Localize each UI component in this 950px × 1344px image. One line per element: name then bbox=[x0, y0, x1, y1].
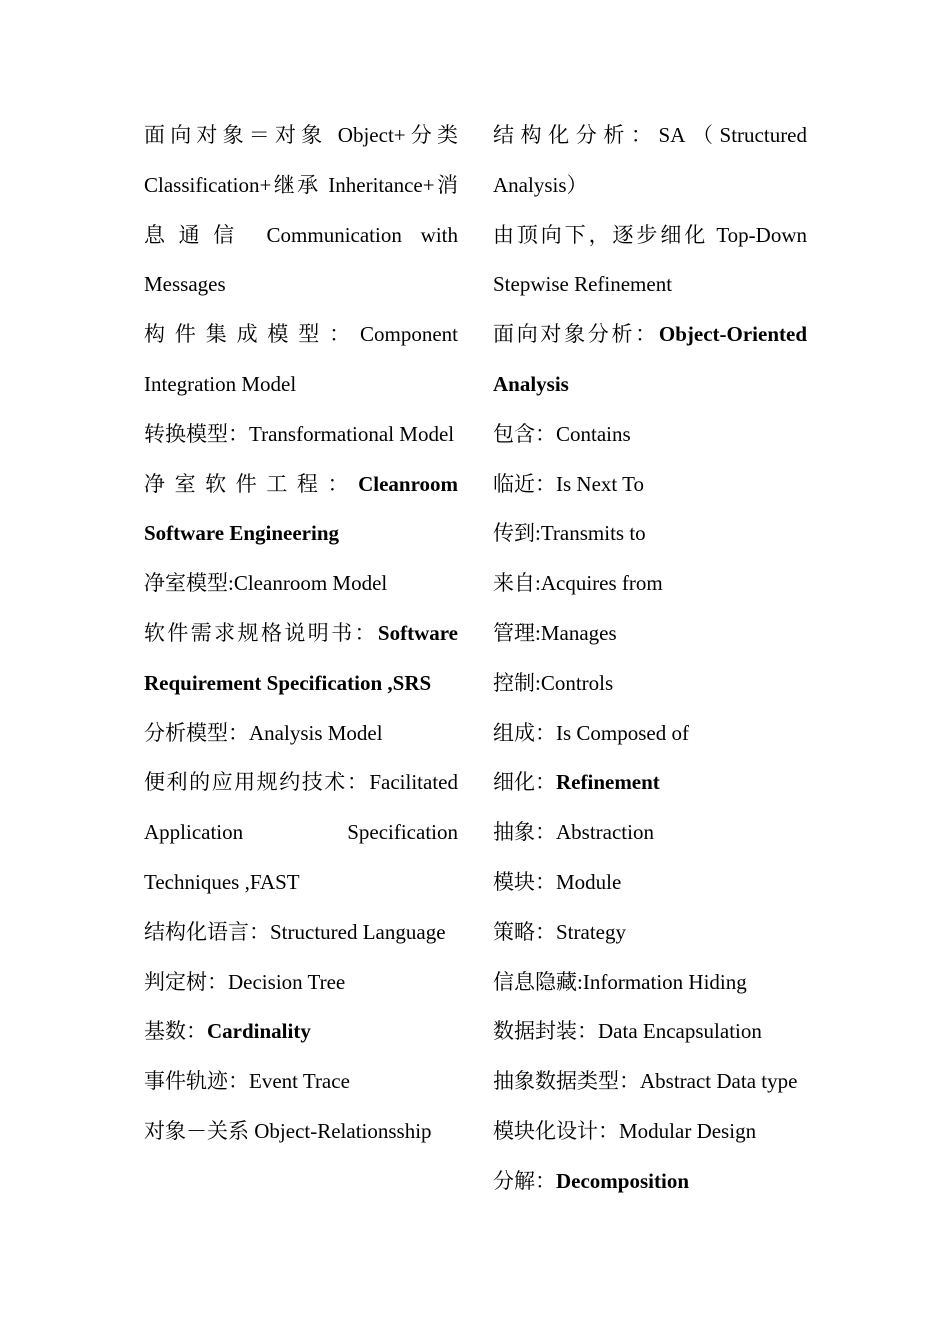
term-chinese: 控制: bbox=[493, 670, 541, 695]
term-chinese: 数据封装： bbox=[493, 1019, 598, 1044]
term-chinese: 信息隐藏: bbox=[493, 969, 583, 994]
term-english: Cardinality bbox=[207, 1019, 311, 1044]
term-english: Top-Down Stepwise Refinement bbox=[493, 222, 807, 297]
term-english: Event Trace bbox=[249, 1069, 350, 1094]
term-english: Object+分类Classification+继承 Inheritance+消息通信 Communication with Messages bbox=[144, 123, 459, 297]
term-english: Information Hiding bbox=[582, 969, 747, 994]
right-term-entry bbox=[493, 758, 807, 808]
term-chinese: 细化： bbox=[493, 770, 556, 795]
term-english: Facilitated Application Specification Techniques ,FAST bbox=[144, 770, 458, 894]
left-term-entry bbox=[144, 758, 458, 907]
left-term-entry bbox=[144, 460, 458, 560]
term-chinese: 抽象数据类型： bbox=[493, 1069, 640, 1094]
term-english: Decomposition bbox=[556, 1168, 689, 1193]
term-english: SA（Structured Analysis） bbox=[493, 123, 808, 197]
term-english: Cleanroom Model bbox=[233, 571, 388, 596]
right-column bbox=[493, 111, 807, 1207]
right-term-entry bbox=[493, 310, 807, 410]
term-english: Acquires from bbox=[540, 571, 663, 596]
left-term-entry bbox=[144, 111, 458, 310]
left-term-entry bbox=[144, 1057, 458, 1107]
term-chinese: 事件轨迹： bbox=[144, 1069, 249, 1094]
term-chinese: 策略： bbox=[493, 919, 556, 944]
left-term-entry bbox=[144, 1107, 458, 1157]
term-english: Refinement bbox=[556, 770, 660, 795]
term-chinese: 判定树： bbox=[144, 969, 228, 994]
term-chinese: 转换模型： bbox=[144, 421, 249, 446]
left-term-entry bbox=[144, 410, 458, 460]
term-chinese: 结构化语言： bbox=[144, 919, 270, 944]
term-chinese: 结构化分析： bbox=[493, 123, 659, 147]
term-chinese: 分解： bbox=[493, 1168, 556, 1193]
right-term-entry bbox=[493, 1057, 807, 1107]
left-term-entry bbox=[144, 1007, 458, 1057]
term-chinese: 分析模型： bbox=[144, 720, 249, 745]
term-chinese: 抽象： bbox=[493, 820, 556, 845]
left-term-entry bbox=[144, 709, 458, 759]
term-english: Is Next To bbox=[556, 471, 644, 496]
term-chinese: 模块化设计： bbox=[493, 1118, 619, 1143]
left-term-entry bbox=[144, 559, 458, 609]
term-english: Decision Tree bbox=[228, 969, 346, 994]
term-chinese: 面向对象＝对象 bbox=[144, 123, 338, 147]
term-english: Cleanroom Software Engineering bbox=[144, 471, 458, 546]
term-chinese: 传到: bbox=[493, 521, 541, 546]
right-term-entry bbox=[493, 509, 807, 559]
term-english: Abstract Data type bbox=[640, 1069, 798, 1094]
left-column bbox=[144, 111, 458, 1157]
term-english: Controls bbox=[540, 670, 614, 695]
term-chinese: 净室软件工程： bbox=[144, 471, 359, 496]
right-term-entry bbox=[493, 1107, 807, 1157]
right-term-entry bbox=[493, 111, 807, 211]
term-english: Transformational Model bbox=[249, 421, 455, 446]
right-term-entry bbox=[493, 908, 807, 958]
term-english: Modular Design bbox=[619, 1118, 757, 1143]
term-chinese: 由顶向下，逐步细化 bbox=[493, 222, 717, 247]
term-english: Strategy bbox=[556, 919, 626, 944]
term-chinese: 便利的应用规约技术： bbox=[144, 770, 370, 795]
left-term-entry bbox=[144, 609, 458, 709]
term-english: Object-Oriented Analysis bbox=[493, 322, 807, 396]
left-term-entry bbox=[144, 310, 458, 410]
right-term-entry bbox=[493, 559, 807, 609]
term-english: Component Integration Model bbox=[144, 322, 458, 396]
term-english: Module bbox=[556, 869, 622, 894]
term-english: Abstraction bbox=[556, 820, 654, 845]
right-term-entry bbox=[493, 410, 807, 460]
term-chinese: 模块： bbox=[493, 869, 556, 894]
term-chinese: 管理: bbox=[493, 620, 541, 645]
term-english: Analysis Model bbox=[249, 720, 383, 745]
term-english: Contains bbox=[556, 421, 631, 446]
term-english: Structured Language bbox=[270, 919, 446, 944]
term-english: Software Requirement Specification ,SRS bbox=[144, 620, 458, 695]
term-chinese: 组成： bbox=[493, 720, 556, 745]
term-english: Is Composed of bbox=[556, 720, 689, 745]
right-term-entry bbox=[493, 1157, 807, 1207]
term-chinese: 包含： bbox=[493, 421, 556, 446]
term-chinese: 构件集成模型： bbox=[144, 322, 360, 347]
right-term-entry bbox=[493, 808, 807, 858]
term-chinese: 临近： bbox=[493, 471, 556, 496]
term-chinese: 来自: bbox=[493, 571, 541, 596]
term-chinese: 对象－关系 bbox=[144, 1118, 255, 1143]
right-term-entry bbox=[493, 858, 807, 908]
left-term-entry bbox=[144, 958, 458, 1008]
term-chinese: 基数： bbox=[144, 1019, 207, 1044]
term-chinese: 净室模型: bbox=[144, 571, 234, 596]
right-term-entry bbox=[493, 609, 807, 659]
right-term-entry bbox=[493, 659, 807, 709]
term-chinese: 面向对象分析： bbox=[493, 322, 659, 347]
term-english: Transmits to bbox=[540, 521, 646, 546]
left-term-entry bbox=[144, 908, 458, 958]
right-term-entry bbox=[493, 958, 807, 1008]
right-term-entry bbox=[493, 1007, 807, 1057]
term-english: Object-Relationsship bbox=[254, 1118, 432, 1143]
term-chinese: 软件需求规格说明书： bbox=[144, 620, 378, 645]
term-english: Data Encapsulation bbox=[598, 1019, 762, 1044]
right-term-entry bbox=[493, 460, 807, 510]
term-english: Manages bbox=[540, 620, 617, 645]
right-term-entry bbox=[493, 709, 807, 759]
right-term-entry bbox=[493, 211, 807, 311]
